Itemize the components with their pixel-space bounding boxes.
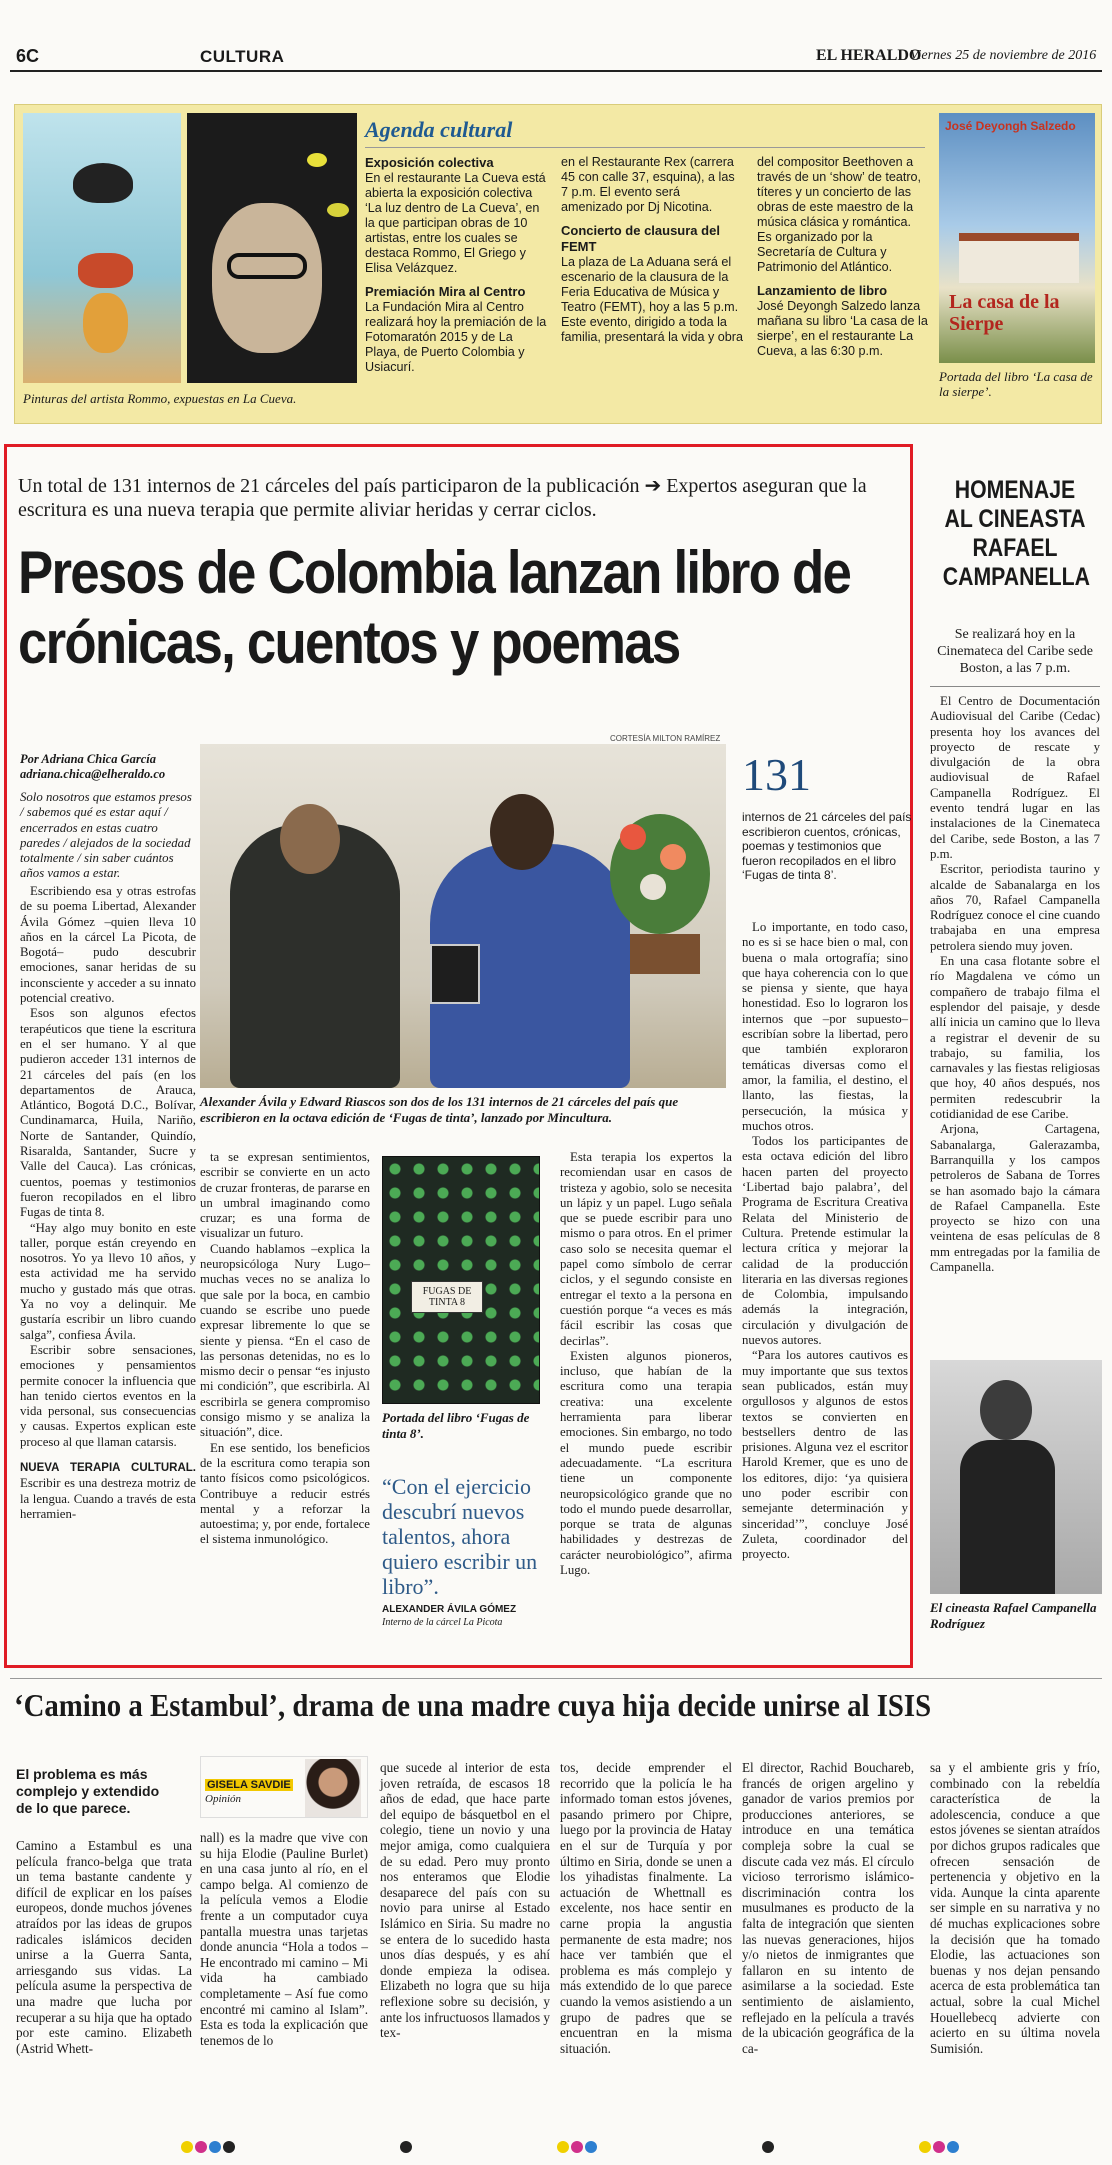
sidebar-caption: El cineasta Rafael Campanella Rodríguez bbox=[930, 1600, 1097, 1631]
paragraph: Todos los participantes de esta octava edición del libro hacen parten del proyecto ‘Libertad bajo palabra’, del Programa de Escritura Creativa Relata del Ministerio de Cultura. Pretende estimular la lectura crítica y mejorar la calidad de la producción literaria en las diversas regiones de Colombia, impulsando además la integración, circulación y divulgación de nuevos autores. bbox=[742, 1134, 908, 1348]
book-author: José Deyongh Salzedo bbox=[945, 119, 1076, 133]
agenda-text: José Deyongh Salzedo lanza mañana su libro ‘La casa de la sierpe’, en el restaurante La Cueva, a las 6:30 p.m. bbox=[757, 299, 928, 358]
quote-author: ALEXANDER ÁVILA GÓMEZ bbox=[382, 1604, 517, 1615]
paragraph: que sucede al interior de esta joven retraída, de escasos 18 años de edad, que hace parte del equipo de básquetbol en el colegio, tiene un novio y una mejor amiga, como cualquiera de su edad. Pero muy pronto nos enteramos que Elodie desaparece del país con su novio para unirse al Estado Islámico en Siria. Su madre no se entera de lo sucedido hasta unos días después, y es ahí donde empieza la odisea. Elizabeth no logra que su hija reflexione sobre su decisión, y ante los infructuosos llamados y tex- bbox=[380, 1760, 550, 2041]
photo-caption: Alexander Ávila y Edward Riascos son dos de los 131 internos de 21 cárceles del país que escribieron en la octava edición de ‘Fugas de tinta’, lanzado por Mincultura. bbox=[200, 1094, 679, 1125]
paragraph: Arjona, Cartagena, Sabanalarga, Galerazamba, Barranquilla y los campos petroleros de Sabana de Torres se han asomado bajo la cámara de Rafael Campanella. Este proyecto se hizo con una veintena de esas películas de 8 mm entregadas por la familia de Campanella. bbox=[930, 1122, 1100, 1274]
main-col-2 bbox=[200, 1150, 370, 1548]
paragraph: En una casa flotante sobre el río Magdalena ve cómo un compañero de trabajo filma el esplendor del paisaje, y desde allí inicia un camino que lo lleva a registrar el devenir de su trabajo, su familia, los carnavales y las fiestas religiosas que hoy, 40 años después, nos permiten redescubrir la cotidianidad de ese Caribe. bbox=[930, 954, 1100, 1122]
paragraph: Esos son algunos efectos terapéuticos que tiene la escritura en el ser humano. Y al que pudieron acceder 131 internos de 21 cárceles del país (en los departamentos de Arauca, Atlántico, Bogotá D.C., Bolívar, Cundinamarca, Huila, Nariño, Norte de Santander, Quindío, Risaralda, Santander, Sucre y Valle del Cauca). Las crónicas, cuentos, poemas y testimonios fueron recopilados en el libro Fugas de tinta 8. bbox=[20, 1006, 196, 1220]
sidebar-lead: Se realizará hoy en la Cinemateca del Caribe sede Boston, a las 7 p.m. bbox=[937, 627, 1093, 676]
agenda-heading: Premiación Mira al Centro bbox=[365, 284, 526, 299]
agenda-heading: Exposición colectiva bbox=[365, 155, 494, 170]
issue-date: Viernes 25 de noviembre de 2016 bbox=[910, 48, 1097, 63]
author-email: adriana.chica@elheraldo.co bbox=[20, 767, 166, 781]
review-col-6 bbox=[930, 1760, 1100, 2056]
poem-excerpt: Solo nosotros que estamos presos / sabemos qué es estar aquí / encerrados en estas cuatro paredes / alejados de la sociedad totalmente / sin saber cuántos años vamos a estar. bbox=[20, 790, 192, 881]
registration-marks bbox=[180, 2140, 1080, 2156]
review-col-1 bbox=[16, 1838, 192, 2056]
sidebar-title: HOMENAJE AL CINEASTA RAFAEL CAMPANELLA bbox=[942, 476, 1090, 591]
rommo-painting-2 bbox=[187, 113, 357, 383]
paragraph: Existen algunos pioneros, incluso, que habían de la escritura como una terapia creativa: una excelente herramienta para liberar emociones. Sin embargo, no todo el mundo puede escribir adecuadamente. “La escritura tiene un componente neuropsicológico grande que no todo el mundo puede desarrollar, porque se trata de algunas habilidades y destrezas de carácter neurobiológico”, afirma Lugo. bbox=[560, 1348, 732, 1578]
agenda-right-caption: Portada del libro ‘La casa de la sierpe’. bbox=[939, 369, 1093, 399]
paragraph: “Hay algo muy bonito en este taller, porque están creyendo en nosotros. Yo ya llevo 10 años, y esta actividad me ha servido mucho y gustado más que otras. Ya no voy a delinquir. Me gustaría escribir un libro cuando salga”, confiesa Ávila. bbox=[20, 1220, 196, 1342]
table-book bbox=[430, 944, 480, 1004]
paragraph: tos, decide emprender el recorrido que la policía le ha informado toman estos jóvenes, pasando primero por Chipre, luego por la provincia de Hatay en el sur de Turquía y por último en Siria, donde se unen a los yihadistas finalmente. La actuación de Whettnall es excelente, nos hace sentir en carne propia la angustia permanente de esta madre; nos hace ver también que el problema es más complejo y más extendido de lo que parece cuando la vemos asistiendo a un grupo de padres que se encuentran en la misma situación. bbox=[560, 1760, 732, 2056]
paragraph: Lo importante, en todo caso, no es si se hace bien o mal, con buena o mala ortografía; sino que haya coherencia con lo que se piensa y siente, que haya honestidad. Eso lo lograron los internos que –por supuesto– escribían sobre la libertad, pero que también exploraron temáticas diversas como el amor, la familia, el destino, el llanto, las fiestas, la persecución, la música y muchos otros. bbox=[742, 920, 908, 1133]
section-name: CULTURA bbox=[200, 47, 285, 66]
paragraph: Camino a Estambul es una película franco-belga que trata un tema bastante candente y difícil de explicar en los países europeos, donde muchos jóvenes atraídos por las ideas de grupos radicales islámicos deciden unirse a la Guerra Santa, arriesgando sus vidas. La película asume la perspectiva de una madre que lucha por recuperar a su hija que ha optado por este camino. Elizabeth (Astrid Whett- bbox=[16, 1838, 192, 2056]
agenda-text: La Fundación Mira al Centro realizará hoy la premiación de la Fotomaratón 2015 y de La Playa, de Puerto Colombia y Usiacurí. bbox=[365, 300, 547, 374]
paragraph: El director, Rachid Bouchareb, francés de origen argelino y ganador de varios premios por producciones anteriores, se introduce en una temática compleja sobre la cual se discute cada vez más. El círculo vicioso terrorismo islámico-discriminación contra los musulmanes es producto de la falta de integración que sienten las nuevas generaciones, hijos y/o nietos de inmigrantes que fallaron en su intento de asimilarse a la sociedad. Este sentimiento de aislamiento, reflejado en la película a través de la ubicación geográfica de la ca- bbox=[742, 1760, 914, 2056]
review-col-4 bbox=[560, 1760, 732, 2056]
page-header bbox=[10, 38, 1102, 72]
agenda-col-1 bbox=[365, 155, 547, 375]
campanella-photo bbox=[930, 1360, 1102, 1594]
agenda-box bbox=[14, 104, 1102, 424]
review-rule bbox=[10, 1678, 1102, 1679]
avatar bbox=[305, 1759, 361, 1817]
paragraph: Escritor, periodista taurino y alcalde de Sabanalarga en los años 70, Rafael Campanella Rodríguez conoce el cine cuando trabajaba en una empresa petrolera siendo muy joven. bbox=[930, 862, 1100, 953]
article-kicker: Un total de 131 internos de 21 cárceles del país participaron de la publicación ➔ Expertos aseguran que la escritura es una nueva terapia que permite aliviar heridas y cerrar ciclos. bbox=[18, 475, 867, 521]
paragraph: ta se expresan sentimientos, escribir se convierte en un acto de cruzar fronteras, de pararse en un umbral imaginando como cruzar; es una forma de visualizar un futuro. bbox=[200, 1150, 370, 1241]
agenda-col-3 bbox=[757, 155, 929, 359]
rommo-painting-1 bbox=[23, 113, 181, 383]
review-col-3 bbox=[380, 1760, 550, 2041]
book-title: La casa de la Sierpe bbox=[949, 291, 1060, 335]
article-headline: Presos de Colombia lanzan libro de crónicas, cuentos y poemas bbox=[18, 539, 851, 676]
paragraph: Esta terapia los expertos la recomiendan usar en casos de tristeza y agobio, solo se necesita un lápiz y un papel. Lugo señala que se puede escribir para uno mismo o para otros. En el primer caso solo se necesita quemar el papel como símbolo de cerrar ciclos, y el segundo consiste en entregar el texto a la persona en cuestión porque “a veces es más fácil escribir las cosas que decirlas”. bbox=[560, 1150, 732, 1348]
review-col-2 bbox=[200, 1830, 368, 2048]
review-deck: El problema es más complejo y extendido de lo que parece. bbox=[16, 1766, 160, 1816]
agenda-text: del compositor Beethoven a través de un ‘show’ de teatro, títeres y un concierto de las obras de este maestro de la música clásica y romántica. Es organizado por la Secretaría de Cultura y Patrimonio del Atlántico. bbox=[757, 155, 922, 274]
photo-credit: CORTESÍA MILTON RAMÍREZ bbox=[610, 734, 721, 743]
book-caption: Portada del libro ‘Fugas de tinta 8’. bbox=[382, 1410, 530, 1441]
agenda-heading: Concierto de clausura del FEMT bbox=[561, 223, 720, 254]
subhead: NUEVA TERAPIA CULTURAL. bbox=[20, 1461, 196, 1474]
author-tag bbox=[200, 1756, 368, 1818]
flower-arrangement bbox=[590, 754, 720, 974]
sidebar-body bbox=[930, 694, 1100, 1275]
review-author-role: Opinión bbox=[205, 1793, 242, 1805]
paragraph: sa y el ambiente gris y frío, combinado con la rebeldía característica de la adolescencia, conduce a que estos jóvenes se sientan atraídos por dichos grupos radicales que ofrecen sensación de pertenencia y objetivo en la vida. Aunque la cinta aparente ser simple en su narrativa y no dé muchas explicaciones sobre la decisión que ha tomado Elodie, las actuaciones son buenas y nos dejan pensando acerca de esta problemática tan actual, sobre la cual Michel Houellebecq advierte con acierto en su última novela Sumisión. bbox=[930, 1760, 1100, 2056]
main-col-1 bbox=[20, 884, 196, 1522]
paragraph: Escribir sobre sensaciones, emociones y pensamientos permite conocer la influencia que han tenido ciertos eventos en la vida personal, sus consecuencias y causas. Expertos explican este proceso al que llaman catarsis. bbox=[20, 1342, 196, 1449]
main-col-3 bbox=[560, 1150, 732, 1578]
paragraph: Escribir es una destreza motriz de la lengua. Cuando a través de esta herramien- bbox=[20, 1476, 196, 1521]
agenda-text: La plaza de La Aduana será el escenario de la clausura de la Feria Educativa de Música y Teatro (FEMT), hoy a las 5 p.m. Este evento, dirigido a toda la familia, presentará la vida y obra bbox=[561, 255, 744, 344]
paragraph: nall) es la madre que vive con su hija Elodie (Pauline Burlet) en una casa junto al río, en el campo belga. Al comienzo de la película vemos a Elodie frente a un computador cuya pantalla muestra unas tarjetas donde anuncia “Hola a todos – He encontrado mi camino – Mi vida ha cambiado completamente – Así fue como encontré mi camino al Islam”. Esta es toda la explicación que tenemos de lo bbox=[200, 1830, 368, 2048]
agenda-col-2 bbox=[561, 155, 743, 345]
paragraph: En ese sentido, los beneficios de la escritura como terapia son tanto físicos como psicológicos. Contribuye a reducir estrés mental y a reforzar la autoestima; y, por ende, fortalece el sistema inmunológico. bbox=[200, 1440, 370, 1547]
agenda-text: en el Restaurante Rex (carrera 45 con calle 37, esquina), a las 7 p.m. El evento será amenizado por Dj Nicotina. bbox=[561, 155, 735, 214]
pull-quote: “Con el ejercicio descubrí nuevos talentos, ahora quiero escribir un libro”. bbox=[382, 1474, 538, 1599]
paragraph: Cuando hablamos –explica la neuropsicóloga Nury Lugo– muchas veces no se analiza lo que sale por la boca, en cambio cuando se escribe uno puede expresar libremente lo que se siente y piensa. “En el caso de las personas detenidas, no es lo mismo decir o pensar “es injusto mi condición”, que escribirla. Al escribirla se genera compromiso consigo mismo y se analiza la situación”, dice. bbox=[200, 1241, 370, 1440]
agenda-title-rule bbox=[365, 147, 925, 148]
book-cover-la-casa-de-la-sierpe bbox=[939, 113, 1095, 363]
byline: Por Adriana Chica García bbox=[20, 752, 157, 766]
book-cover-title: FUGAS DE TINTA 8 bbox=[411, 1281, 483, 1313]
main-col-4 bbox=[742, 920, 908, 1562]
agenda-heading: Lanzamiento de libro bbox=[757, 283, 888, 298]
agenda-left-caption: Pinturas del artista Rommo, expuestas en La Cueva. bbox=[23, 391, 297, 406]
page-number: 6C bbox=[16, 46, 40, 66]
paragraph: El Centro de Documentación Audiovisual del Caribe (Cedac) presenta hoy los avances del proyecto de rescate y divulgación de la obra audiovisual de Rafael Campanella Rodríguez. El evento tendrá lugar en las instalaciones de la Cinemateca del Caribe, sede Boston, a las 7 p.m. bbox=[930, 694, 1100, 861]
review-author: GISELA SAVDIE bbox=[207, 1779, 291, 1791]
agenda-text: En el restaurante La Cueva está abierta la exposición colectiva ‘La luz dentro de La Cueva’, en la que participan obras de 10 artistas, entre los cuales se destaca Rommo, El Griego y Elisa Velázquez. bbox=[365, 171, 546, 275]
house-shape bbox=[959, 233, 1079, 283]
stat-text: internos de 21 cárceles del país escribieron cuentos, crónicas, poemas y testimonios que fueron recopilados en el libro ‘Fugas de tinta 8’. bbox=[742, 810, 912, 882]
quote-role: Interno de la cárcel La Picota bbox=[382, 1617, 503, 1628]
newspaper-name: EL HERALDO bbox=[816, 47, 922, 64]
sidebar-rule bbox=[930, 686, 1100, 687]
agenda-title: Agenda cultural bbox=[365, 117, 513, 142]
paragraph: “Para los autores cautivos es muy importante que sus textos sean publicados, están muy orgullosos y algunos de estos textos se convierten en bestsellers dentro de las prisiones. Alguna vez el escritor Harold Kremer, que es uno de los editores, dijo: ‘ya quisiera uno poder escribir con semejante determinación y sinceridad’”, concluye José Zuleta, coordinador del proyecto. bbox=[742, 1348, 908, 1562]
review-col-5 bbox=[742, 1760, 914, 2056]
book-cover-fugas-de-tinta bbox=[382, 1156, 540, 1404]
stat-number: 131 bbox=[742, 749, 811, 800]
review-headline: ‘Camino a Estambul’, drama de una madre cuya hija decide unirse al ISIS bbox=[14, 1687, 932, 1723]
prisoners-photo bbox=[200, 744, 726, 1088]
paragraph: Escribiendo esa y otras estrofas de su poema Libertad, Alexander Ávila Gómez –quien lleva 10 años en la cárcel La Picota, de Bogotá– pudo descubrir emociones, sanar heridas de su inconsciente y acceder a su innato potencial creativo. bbox=[20, 884, 196, 1006]
